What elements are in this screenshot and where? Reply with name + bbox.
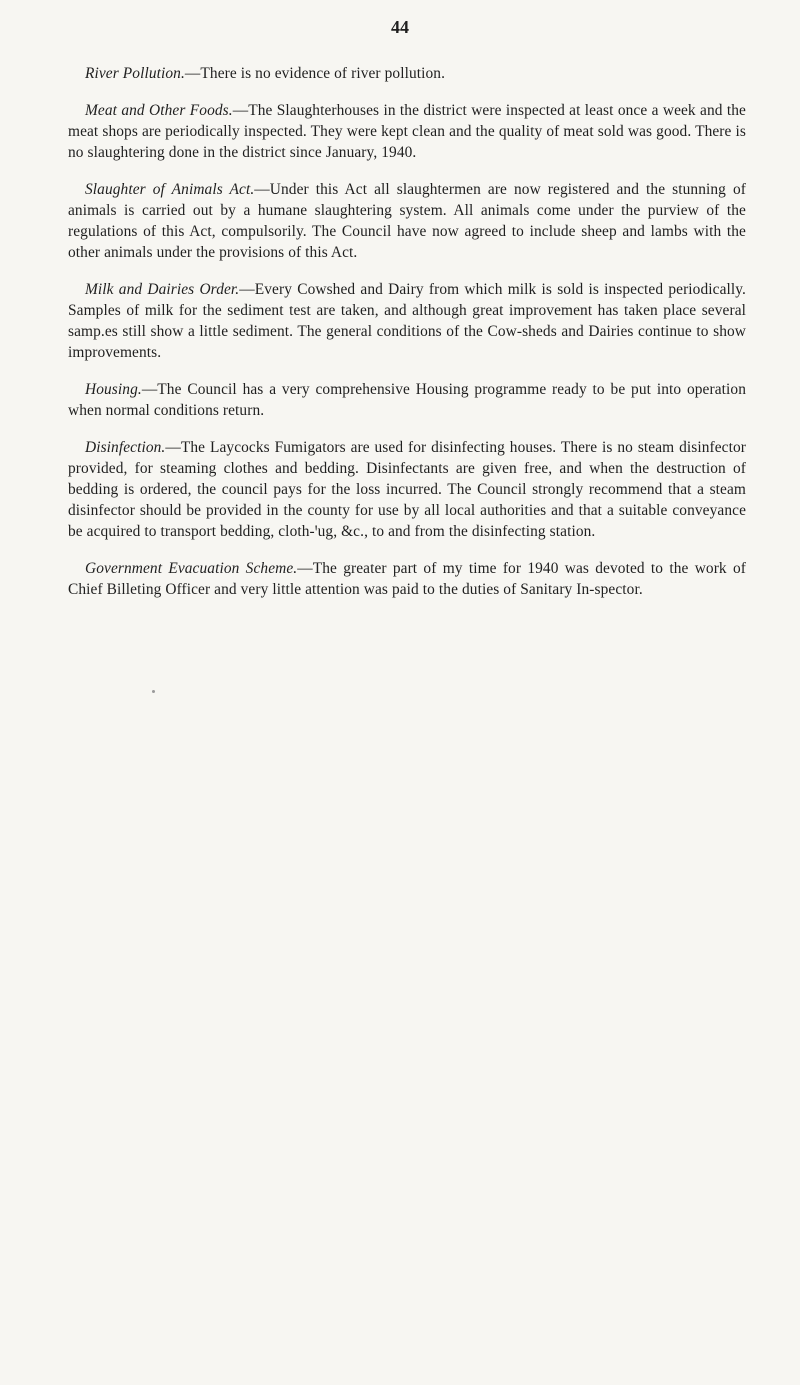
paragraph-slaughter-of-animals-act xyxy=(68,179,746,263)
paragraph-text: —The Laycocks Fumigators are used for disinfecting houses. There is no steam disinfector provided, for steaming clothes and bedding. Disinfectants are given free, and when the destruction of bedding is ordered, the council pays for the loss incurred. The Council strongly recommend that a steam disinfector should be provided in the county for use by all local authorities and that a suitable conveyance be acquired to transport bedding, cloth-ꞌug, &c., to and from the disinfecting station. xyxy=(68,439,746,540)
paragraph-text: —The greater part of my time for 1940 was devoted to the work of Chief Billeting Officer and very little attention was paid to the duties of Sanitary In-spector. xyxy=(68,560,747,598)
paragraph-text: —There is no evidence of river pollution. xyxy=(184,65,446,82)
paragraph-text: —Under this Act all slaughtermen are now registered and the stunning of animals is carried out by a humane slaughtering system. All animals come under the purview of the regulations of this Act, compulsorily. The Council have now agreed to include sheep and lambs with the other animals under the provisions of this Act. xyxy=(68,181,746,261)
paragraph-heading: Meat and Other Foods. xyxy=(85,102,233,119)
paragraph-heading: Disinfection. xyxy=(85,439,166,456)
paragraph-heading: Slaughter of Animals Act. xyxy=(85,181,255,198)
paragraph-heading: Milk and Dairies Order. xyxy=(85,281,240,298)
paragraph-text: —Every Cowshed and Dairy from which milk is sold is inspected periodically. Samples of milk for the sediment test are taken, and although great improvement has taken place several samp.es still show a little sediment. The general conditions of the Cow-sheds and Dairies continue to show improvements. xyxy=(68,281,746,361)
page-number: 44 xyxy=(391,17,409,37)
paragraph-housing xyxy=(68,379,746,421)
paragraph-government-evacuation-scheme xyxy=(68,558,746,600)
paragraph-heading: Government Evacuation Scheme. xyxy=(85,560,298,577)
paragraph-river-pollution xyxy=(68,63,746,84)
paragraph-heading: River Pollution. xyxy=(85,65,185,82)
paragraph-meat-and-other-foods xyxy=(68,100,746,163)
paragraph-milk-and-dairies-order xyxy=(68,279,746,363)
paragraph-disinfection xyxy=(68,437,746,542)
paragraph-text: —The Slaughterhouses in the district were inspected at least once a week and the meat shops are periodically inspected. They were kept clean and the quality of meat sold was good. There is no slaughtering done in the district since January, 1940. xyxy=(68,102,746,161)
paragraph-text: —The Council has a very comprehensive Housing programme ready to be put into operation when normal conditions return. xyxy=(68,381,746,419)
paragraph-heading: Housing. xyxy=(85,381,142,398)
scan-artifact-dot xyxy=(152,690,155,693)
report-body xyxy=(68,63,746,616)
